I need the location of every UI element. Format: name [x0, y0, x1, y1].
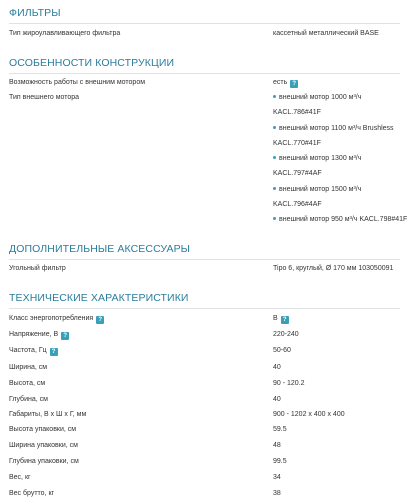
spec-label [9, 314, 104, 324]
spec-label-carbon-filter: Угольный фильтр [9, 265, 66, 272]
motor-name: внешний мотор 1500 м³/ч [279, 186, 362, 193]
spec-label: Глубина, см [9, 396, 48, 403]
motor-name: внешний мотор 1100 м³/ч Brushless [279, 125, 394, 132]
spec-label: Вес брутто, кг [9, 490, 55, 497]
section-title-specs: ТЕХНИЧЕСКИЕ ХАРАКТЕРИСТИКИ [9, 292, 189, 304]
spec-value: 50-60 [273, 347, 291, 354]
motor-option[interactable] [273, 124, 394, 133]
section-title-accessories: ДОПОЛНИТЕЛЬНЫЕ АКСЕССУАРЫ [9, 243, 191, 255]
bullet-icon [273, 187, 276, 190]
section-title-filters: ФИЛЬТРЫ [9, 7, 61, 19]
motor-option[interactable] [273, 185, 361, 194]
spec-value: 900 - 1202 x 400 x 400 [273, 411, 345, 418]
motor-option[interactable] [273, 154, 361, 163]
spec-value: 38 [273, 490, 281, 497]
spec-label-external-motor: Возможность работы с внешним мотором [9, 79, 146, 86]
bullet-icon [273, 217, 276, 220]
spec-value: 48 [273, 442, 281, 449]
motor-code: KACL.796#4AF [273, 201, 322, 208]
spec-value-carbon-filter: Tipo 6, круглый, Ø 170 мм 103050091 [273, 265, 394, 272]
spec-value [273, 314, 289, 324]
bullet-icon [273, 156, 276, 159]
divider [9, 308, 400, 309]
help-icon[interactable]: ? [96, 316, 104, 324]
divider [9, 73, 400, 74]
spec-value: 90 - 120.2 [273, 380, 305, 387]
spec-value-filter-type: кассетный металлический BASE [273, 30, 379, 37]
motor-option[interactable] [273, 93, 361, 102]
spec-label-text: Класс энергопотребления [9, 315, 94, 322]
motor-name: внешний мотор 1000 м³/ч [279, 94, 362, 101]
spec-value-text: B [273, 315, 278, 322]
spec-value: 40 [273, 364, 281, 371]
spec-label-text: Напряжение, В [9, 331, 59, 338]
spec-value: 34 [273, 474, 281, 481]
help-icon[interactable]: ? [50, 348, 58, 356]
section-title-design: ОСОБЕННОСТИ КОНСТРУКЦИИ [9, 57, 175, 69]
spec-label: Высота упаковки, см [9, 426, 77, 433]
motor-code: KACL.770#41F [273, 140, 321, 147]
spec-value: 220-240 [273, 331, 299, 338]
bullet-icon [273, 95, 276, 98]
motor-name: внешний мотор 1300 м³/ч [279, 155, 362, 162]
motor-code: KACL.797#4AF [273, 170, 322, 177]
spec-label: Высота, см [9, 380, 46, 387]
spec-label [9, 330, 69, 340]
motor-code: KACL.786#41F [273, 109, 321, 116]
spec-label-motor-type: Тип внешнего мотора [9, 94, 80, 101]
spec-label [9, 346, 58, 356]
motor-name: внешний мотор 950 м³/ч KACL.798#41F [279, 216, 408, 223]
spec-value: 99.5 [273, 458, 287, 465]
spec-value: 59.5 [273, 426, 287, 433]
spec-label: Глубина упаковки, см [9, 458, 79, 465]
spec-value-text: есть [273, 79, 288, 86]
divider [9, 259, 400, 260]
help-icon[interactable]: ? [290, 80, 298, 88]
spec-value: 40 [273, 396, 281, 403]
bullet-icon [273, 126, 276, 129]
spec-label: Вес, кг [9, 474, 31, 481]
spec-label-text: Частота, Гц [9, 347, 47, 354]
spec-value-external-motor [273, 78, 298, 88]
spec-label-filter-type: Тип жироулавливающего фильтра [9, 30, 121, 37]
spec-label: Ширина, см [9, 364, 48, 371]
divider [9, 23, 400, 24]
motor-option[interactable] [273, 215, 407, 224]
help-icon[interactable]: ? [61, 332, 69, 340]
spec-label: Ширина упаковки, см [9, 442, 78, 449]
help-icon[interactable]: ? [281, 316, 289, 324]
spec-label: Габариты, В х Ш х Г, мм [9, 411, 87, 418]
